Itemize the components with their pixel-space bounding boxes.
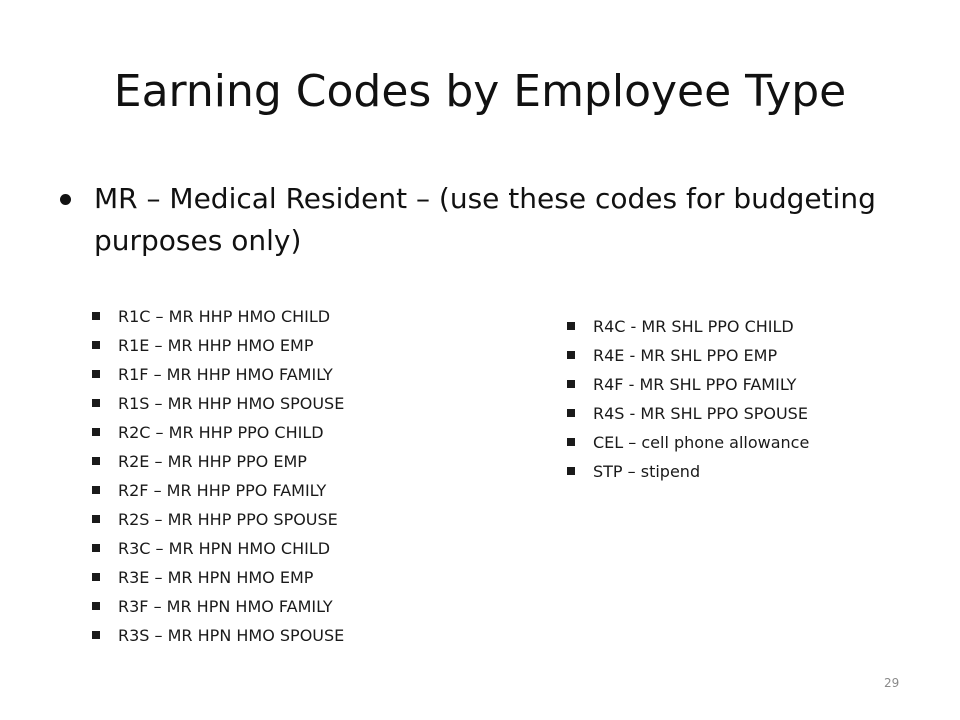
code-label: R2C – MR HHP PPO CHILD [118, 423, 324, 442]
code-label: R4E - MR SHL PPO EMP [593, 346, 778, 365]
square-bullet-icon [567, 351, 575, 359]
slide-title: Earning Codes by Employee Type [113, 66, 847, 117]
square-bullet-icon [567, 322, 575, 330]
list-item [92, 360, 512, 389]
code-label: R2S – MR HHP PPO SPOUSE [118, 510, 338, 529]
square-bullet-icon [567, 467, 575, 475]
list-item [92, 331, 512, 360]
list-item [92, 389, 512, 418]
code-label: R4C - MR SHL PPO CHILD [593, 317, 794, 336]
code-label: R1S – MR HHP HMO SPOUSE [118, 394, 345, 413]
square-bullet-icon [92, 515, 100, 523]
code-label: R4F - MR SHL PPO FAMILY [593, 375, 797, 394]
code-label: R3S – MR HPN HMO SPOUSE [118, 626, 345, 645]
square-bullet-icon [92, 370, 100, 378]
square-bullet-icon [567, 409, 575, 417]
code-label: R2F – MR HHP PPO FAMILY [118, 481, 327, 500]
list-item [92, 621, 512, 650]
list-item [92, 447, 512, 476]
list-item [567, 370, 947, 399]
square-bullet-icon [92, 631, 100, 639]
square-bullet-icon [92, 544, 100, 552]
square-bullet-icon [567, 438, 575, 446]
list-item [92, 505, 512, 534]
square-bullet-icon [567, 380, 575, 388]
code-label: R1E – MR HHP HMO EMP [118, 336, 314, 355]
code-label: R3C – MR HPN HMO CHILD [118, 539, 331, 558]
list-item [567, 312, 947, 341]
list-item [567, 428, 947, 457]
page-number: 29 [884, 676, 900, 690]
left-code-list [92, 302, 512, 650]
square-bullet-icon [92, 486, 100, 494]
square-bullet-icon [92, 428, 100, 436]
code-label: R1C – MR HHP HMO CHILD [118, 307, 331, 326]
code-label: R4S - MR SHL PPO SPOUSE [593, 404, 808, 423]
list-item [92, 563, 512, 592]
code-label: R1F – MR HHP HMO FAMILY [118, 365, 333, 384]
code-label: R3F – MR HPN HMO FAMILY [118, 597, 333, 616]
code-label: R3E – MR HPN HMO EMP [118, 568, 314, 587]
list-item [567, 341, 947, 370]
square-bullet-icon [92, 341, 100, 349]
square-bullet-icon [92, 602, 100, 610]
square-bullet-icon [92, 312, 100, 320]
list-item [567, 399, 947, 428]
list-item [92, 534, 512, 563]
main-bullet [60, 178, 900, 262]
list-item [567, 457, 947, 486]
code-label: R2E – MR HHP PPO EMP [118, 452, 307, 471]
square-bullet-icon [92, 457, 100, 465]
square-bullet-icon [92, 399, 100, 407]
list-item [92, 592, 512, 621]
list-item [92, 418, 512, 447]
list-item [92, 302, 512, 331]
list-item [92, 476, 512, 505]
code-label: CEL – cell phone allowance [593, 433, 810, 452]
right-code-list [567, 312, 947, 486]
code-label: STP – stipend [593, 462, 701, 481]
square-bullet-icon [92, 573, 100, 581]
main-bullet-text: MR – Medical Resident – (use these codes for budgeting purposes only) [94, 182, 876, 257]
bullet-dot-icon [60, 194, 71, 205]
